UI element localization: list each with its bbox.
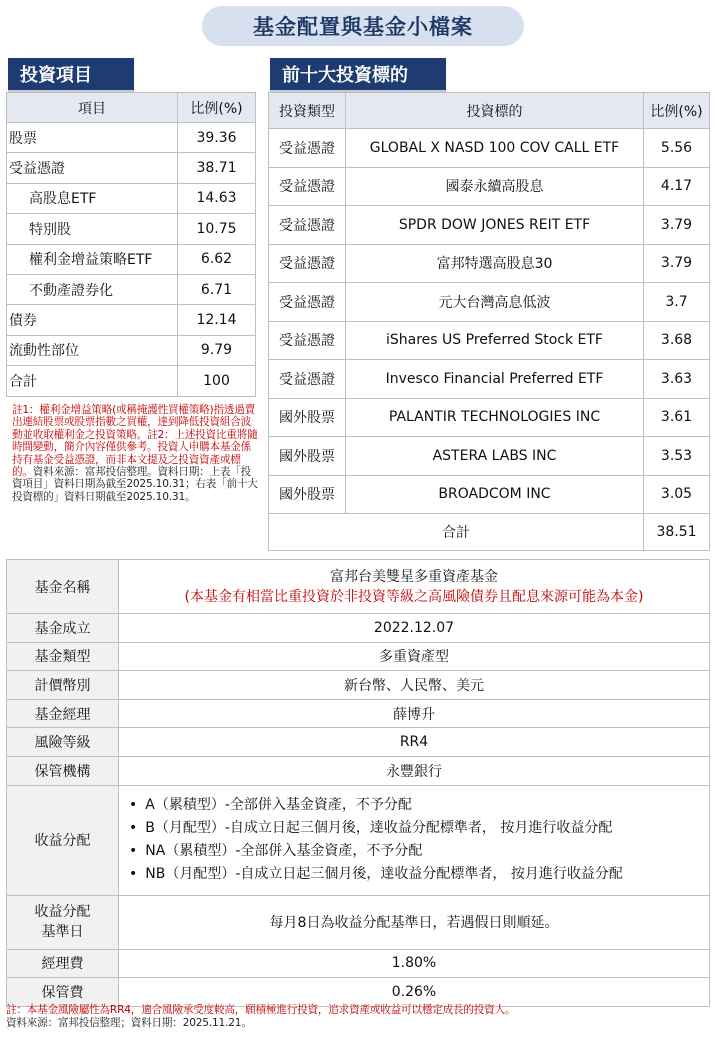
profile-label: 基金類型	[7, 642, 119, 671]
top10-table	[268, 92, 710, 551]
holding-value: 38.71	[178, 153, 256, 183]
fund-name: 富邦台美雙星多重資產基金	[330, 568, 498, 585]
top10-name: PALANTIR TECHNOLOGIES INC	[346, 398, 644, 437]
table-row	[269, 283, 710, 322]
top10-type: 受益憑證	[269, 360, 346, 399]
top10-name: 富邦特選高股息30	[346, 244, 644, 283]
holding-item: 不動產證券化	[7, 274, 178, 304]
top10-type: 受益憑證	[269, 206, 346, 245]
table-row	[269, 437, 710, 476]
table-row	[269, 398, 710, 437]
list-item: • A（累積型）-全部併入基金資產，不予分配	[129, 794, 709, 817]
holding-item: 流動性部位	[7, 335, 178, 365]
holding-item: 債券	[7, 305, 178, 335]
top10-ratio: 3.79	[644, 206, 710, 245]
distribution-date-value: 每月8日為收益分配基準日，若遇假日則順延。	[119, 895, 710, 949]
top10-type: 受益憑證	[269, 244, 346, 283]
holdings-table	[6, 92, 256, 397]
top10-ratio: 5.56	[644, 129, 710, 168]
holdings-note-red: 註1：權利金增益策略(或稱掩護性買權策略)指透過賣出連結股票或股票指數之買權，達到降低投資組合波動並收取權利金之投資策略。註2：上述投資比重將隨時間變動，簡介內容僅供參考。投資人申購本基金係持有基金受益憑證，而非本文提及之投資資產或標的。	[12, 404, 258, 479]
profile-value: 多重資產型	[119, 642, 710, 671]
top10-type: 國外股票	[269, 437, 346, 476]
table-row	[269, 206, 710, 245]
top10-ratio: 3.68	[644, 321, 710, 360]
top10-header-row	[269, 93, 710, 129]
profile-label: 計價幣別	[7, 671, 119, 700]
table-row	[269, 129, 710, 168]
top10-ratio: 3.63	[644, 360, 710, 399]
top10-total-value: 38.51	[644, 514, 710, 551]
table-row	[269, 360, 710, 399]
profile-value: 2022.12.07	[119, 614, 710, 643]
list-item: • B（月配型）-自成立日起三個月後，達收益分配標準者， 按月進行收益分配	[129, 817, 709, 840]
table-row	[7, 671, 710, 700]
fund-name-label: 基金名稱	[7, 560, 119, 614]
holding-value: 14.63	[178, 183, 256, 213]
holding-item: 特別股	[7, 214, 178, 244]
table-row	[269, 321, 710, 360]
footer-risk-note: 註：本基金風險屬性為RR4，適合風險承受度較高，願積極進行投資，追求資產或收益可以穩定成長的投資人。	[6, 1004, 516, 1016]
distribution-cell	[119, 785, 710, 895]
profile-label: 基金經理	[7, 699, 119, 728]
table-row	[7, 699, 710, 728]
top10-ratio: 3.61	[644, 398, 710, 437]
table-row	[7, 244, 256, 274]
table-row	[269, 244, 710, 283]
holdings-note-source: 資料來源：富邦投信整理。資料日期：上表「投資項目」資料日期為截至2025.10.31；右表「前十大投資標的」資料日期截至2025.10.31。	[12, 466, 258, 503]
list-item: • NA（累積型）-全部併入基金資產，不予分配	[129, 840, 709, 863]
fund-profile-table	[6, 559, 710, 1007]
top10-type: 受益憑證	[269, 283, 346, 322]
top10-heading: 前十大投資標的	[270, 58, 446, 90]
holding-value: 39.36	[178, 123, 256, 153]
holding-value: 9.79	[178, 335, 256, 365]
fund-name-warning: (本基金有相當比重投資於非投資等級之高風險債券且配息來源可能為本金)	[184, 588, 644, 605]
top10-name: BROADCOM INC	[346, 475, 644, 514]
table-row	[7, 728, 710, 757]
top10-type: 受益憑證	[269, 129, 346, 168]
holdings-notes	[12, 404, 258, 503]
top10-total-label: 合計	[269, 514, 644, 551]
top10-type: 受益憑證	[269, 321, 346, 360]
fee-label: 保管費	[7, 978, 119, 1007]
fund-name-row	[7, 560, 710, 614]
top10-type: 受益憑證	[269, 167, 346, 206]
table-row	[7, 756, 710, 785]
profile-label: 風險等級	[7, 728, 119, 757]
table-row	[269, 167, 710, 206]
holding-item: 合計	[7, 366, 178, 396]
distribution-date-row	[7, 895, 710, 949]
top10-col-type: 投資類型	[269, 93, 346, 129]
top10-name: Invesco Financial Preferred ETF	[346, 360, 644, 399]
table-row	[7, 214, 256, 244]
top10-name: 元大台灣高息低波	[346, 283, 644, 322]
profile-value: 永豐銀行	[119, 756, 710, 785]
profile-label: 保管機構	[7, 756, 119, 785]
top10-name: SPDR DOW JONES REIT ETF	[346, 206, 644, 245]
holdings-header-row	[7, 93, 256, 123]
list-item: • NB（月配型）-自成立日起三個月後，達收益分配標準者， 按月進行收益分配	[129, 863, 709, 886]
fund-name-cell	[119, 560, 710, 614]
table-row	[7, 978, 710, 1007]
table-row	[7, 123, 256, 153]
table-row-total	[269, 514, 710, 551]
holding-value: 12.14	[178, 305, 256, 335]
holding-item: 高股息ETF	[7, 183, 178, 213]
top10-ratio: 3.53	[644, 437, 710, 476]
top10-ratio: 3.05	[644, 475, 710, 514]
holdings-heading: 投資項目	[8, 58, 134, 90]
top10-col-name: 投資標的	[346, 93, 644, 129]
distribution-date-label	[7, 895, 119, 949]
holdings-col-item: 項目	[7, 93, 178, 123]
top10-name: ASTERA LABS INC	[346, 437, 644, 476]
footer-notes	[6, 1004, 712, 1030]
top10-ratio: 4.17	[644, 167, 710, 206]
distribution-label: 收益分配	[7, 785, 119, 895]
profile-value: RR4	[119, 728, 710, 757]
top10-type: 國外股票	[269, 398, 346, 437]
profile-value: 薛博升	[119, 699, 710, 728]
top10-ratio: 3.79	[644, 244, 710, 283]
page-title: 基金配置與基金小檔案	[202, 6, 524, 46]
footer-source-note: 資料來源：富邦投信整理；資料日期：2025.11.21。	[6, 1017, 252, 1029]
top10-name: 國泰永續高股息	[346, 167, 644, 206]
holding-value: 10.75	[178, 214, 256, 244]
table-row	[269, 475, 710, 514]
holdings-col-ratio: 比例(%)	[178, 93, 256, 123]
top10-type: 國外股票	[269, 475, 346, 514]
table-row-total	[7, 366, 256, 396]
table-row	[7, 183, 256, 213]
distribution-date-label-line1: 收益分配	[34, 904, 91, 921]
table-row	[7, 153, 256, 183]
holding-value: 100	[178, 366, 256, 396]
distribution-list	[129, 794, 709, 886]
top10-name: GLOBAL X NASD 100 COV CALL ETF	[346, 129, 644, 168]
table-row	[7, 305, 256, 335]
fee-value: 1.80%	[119, 949, 710, 978]
table-row	[7, 949, 710, 978]
profile-label: 基金成立	[7, 614, 119, 643]
fee-value: 0.26%	[119, 978, 710, 1007]
top10-name: iShares US Preferred Stock ETF	[346, 321, 644, 360]
top10-ratio: 3.7	[644, 283, 710, 322]
top10-col-ratio: 比例(%)	[644, 93, 710, 129]
holding-item: 受益憑證	[7, 153, 178, 183]
holding-value: 6.62	[178, 244, 256, 274]
profile-value: 新台幣、人民幣、美元	[119, 671, 710, 700]
fee-label: 經理費	[7, 949, 119, 978]
table-row	[7, 335, 256, 365]
holding-item: 股票	[7, 123, 178, 153]
holding-item: 權利金增益策略ETF	[7, 244, 178, 274]
distribution-date-label-line2: 基準日	[41, 924, 84, 941]
distribution-row	[7, 785, 710, 895]
table-row	[7, 614, 710, 643]
table-row	[7, 274, 256, 304]
table-row	[7, 642, 710, 671]
holding-value: 6.71	[178, 274, 256, 304]
